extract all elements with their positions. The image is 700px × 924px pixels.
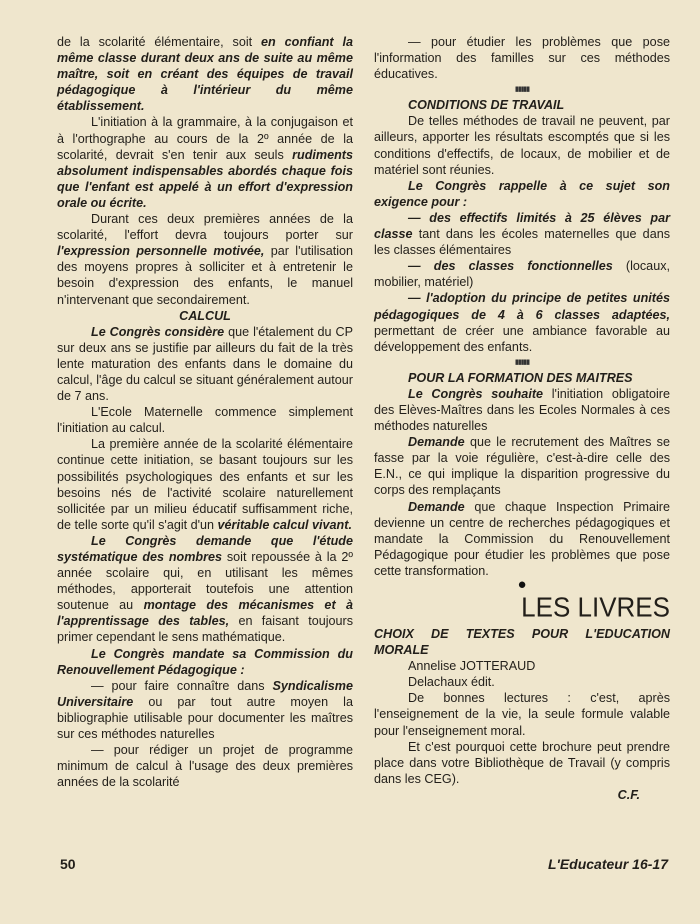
paragraph: [57, 34, 353, 114]
paragraph: Et c'est pourquoi cette brochure peut prendre place dans votre Bibliothèque de Travail (y compris dans les CEG).: [374, 739, 670, 786]
paragraph: [57, 114, 353, 211]
paragraph: [374, 290, 670, 354]
emphasis-text: l'expression personnelle motivée,: [57, 244, 265, 259]
separator-mark: ▮▮▮▮▮: [514, 358, 530, 366]
text: que l'étalement du CP sur deux ans se justifie par ailleurs du fait de la très lente maturation des enfants dans le domaine du calcul, l'âge du calcul se situant généralement autour de 7 ans.: [57, 324, 353, 404]
emphasis-text: — l'adoption du principe de petites unités pédagogiques de 4 à 6 classes adaptées,: [374, 291, 670, 322]
text: — pour faire connaître dans: [91, 678, 273, 693]
text: (locaux, mobilier, matériel): [374, 259, 670, 290]
paragraph: [374, 434, 670, 498]
section-heading-conditions: CONDITIONS DE TRAVAIL: [408, 98, 565, 113]
book-publisher: Delachaux édit.: [408, 675, 495, 690]
emphasis-text: véritable calcul vivant.: [217, 517, 352, 532]
bullet-icon: ●: [517, 576, 527, 593]
paragraph: [57, 436, 353, 533]
paragraph: [374, 210, 670, 258]
section-heading-calcul: CALCUL: [179, 308, 231, 323]
book-author: Annelise JOTTERAUD: [408, 659, 536, 674]
book-title: CHOIX DE TEXTES POUR L'EDUCATION MORALE: [374, 627, 670, 658]
emphasis-text: rudiments absolument indispensables abordés chaque fois que l'enfant est appelé à un effort d'expression orale ou écrite.: [57, 147, 353, 210]
text: en faisant toujours primer cependant le sens mathématique.: [57, 614, 353, 645]
emphasis-text: Demande: [408, 435, 465, 450]
paragraph: De bonnes lectures : c'est, après l'enseignement de la vie, la seule formule valable pour l'enseignement moral.: [374, 691, 670, 738]
paragraph: [374, 258, 670, 290]
text: l'initiation obligatoire des Elèves-Maîtres dans les Ecoles Normales à ces méthodes naturelles: [374, 386, 670, 434]
emphasis-text: Demande: [408, 499, 465, 514]
separator-mark: ▮▮▮▮▮: [514, 86, 530, 94]
journal-name: L'Educateur 16-17: [547, 856, 668, 872]
paragraph: [374, 499, 670, 579]
paragraph: [57, 678, 353, 742]
emphasis-text: en confiant la même classe durant deux ans de suite au même maître, soit en créant des équipes de travail pédagogique à l'intérieur du même établissement.: [57, 35, 353, 114]
section-heading-formation: POUR LA FORMATION DES MAITRES: [408, 370, 633, 385]
emphasis-text: Le Congrès considère: [91, 324, 225, 339]
text: La première année de la scolarité élémentaire continue cette initiation, se basant toujours sur les possibilités psychologiques des enfants et sur les besoins nés de l'activité scolaire naturellement sollicitée par un milieu éducatif suffisamment riche, de telle sorte qu'il s'agit d'un: [57, 437, 353, 532]
text: ou par tout autre moyen la bibliographie utilisable pour documenter les maîtres sur ces méthodes naturelles: [57, 694, 353, 742]
text: de la scolarité élémentaire, soit: [57, 35, 262, 49]
review-signature: C.F.: [617, 787, 640, 802]
text: que chaque Inspection Primaire devienne un centre de recherches pédagogiques et mandate la Commission du Renouvellement Pédagogique pour étudier les problèmes que pose cette transformation.: [374, 499, 670, 578]
paragraph: De telles méthodes de travail ne peuvent, par ailleurs, apporter les résultats escomptés que si les conditions d'effectifs, de locaux, de mobilier et de matériel sont réunies.: [374, 114, 670, 177]
paragraph: Le Congrès rappelle à ce sujet son exigence pour :: [374, 178, 670, 209]
paragraph: [374, 386, 670, 434]
right-column: [374, 34, 670, 803]
text: tant dans les écoles maternelles que dans les classes élémentaires: [374, 227, 670, 258]
section-title-les-livres: LES LIVRES: [521, 590, 670, 624]
paragraph: [57, 533, 353, 646]
paragraph: [57, 324, 353, 404]
paragraph: Le Congrès mandate sa Commission du Renouvellement Pédagogique :: [57, 646, 353, 677]
text: soit repoussée à la 2º année scolaire qui, en utilisant les mêmes méthodes, apporterait toutefois une attention soutenue au: [57, 550, 353, 613]
text: Durant ces deux premières années de la scolarité, l'effort devra toujours porter sur: [57, 212, 353, 243]
left-column: [57, 34, 353, 790]
paragraph: L'Ecole Maternelle commence simplement l'initiation au calcul.: [57, 405, 353, 436]
text: par l'utilisation des moyens propres à solliciter et à entretenir le besoin d'expression des enfants, le manuel n'intervenant que secondairement.: [57, 244, 353, 307]
emphasis-text: — des effectifs limités à 25 élèves par classe: [374, 210, 670, 242]
text: que le recrutement des Maîtres se fasse par la voie régulière, c'est-à-dire celle des E.N., ce qui implique la disparition progressive du corps des remplaçants: [374, 435, 670, 498]
text: L'initiation à la grammaire, à la conjugaison et à l'orthographe au cours de la 2º année de la scolarité, devrait s'en tenir aux seuls: [57, 115, 353, 162]
emphasis-text: Syndicalisme Universitaire: [57, 678, 353, 709]
emphasis-text: Le Congrès demande que l'étude systématique des nombres: [57, 533, 353, 564]
page-number: 50: [60, 856, 76, 872]
paragraph: — pour rédiger un projet de programme minimum de calcul à l'usage des deux premières années de la scolarité: [57, 743, 353, 790]
emphasis-text: montage des mécanismes et à l'apprentissage des tables,: [57, 598, 353, 629]
paragraph: — pour étudier les problèmes que pose l'information des familles sur ces méthodes éducatives.: [374, 35, 670, 82]
emphasis-text: Le Congrès souhaite: [408, 386, 544, 401]
paragraph: [57, 211, 353, 308]
text: permettant de créer une ambiance favorable au développement des enfants.: [374, 323, 670, 354]
emphasis-text: — des classes fonctionnelles: [408, 259, 613, 274]
